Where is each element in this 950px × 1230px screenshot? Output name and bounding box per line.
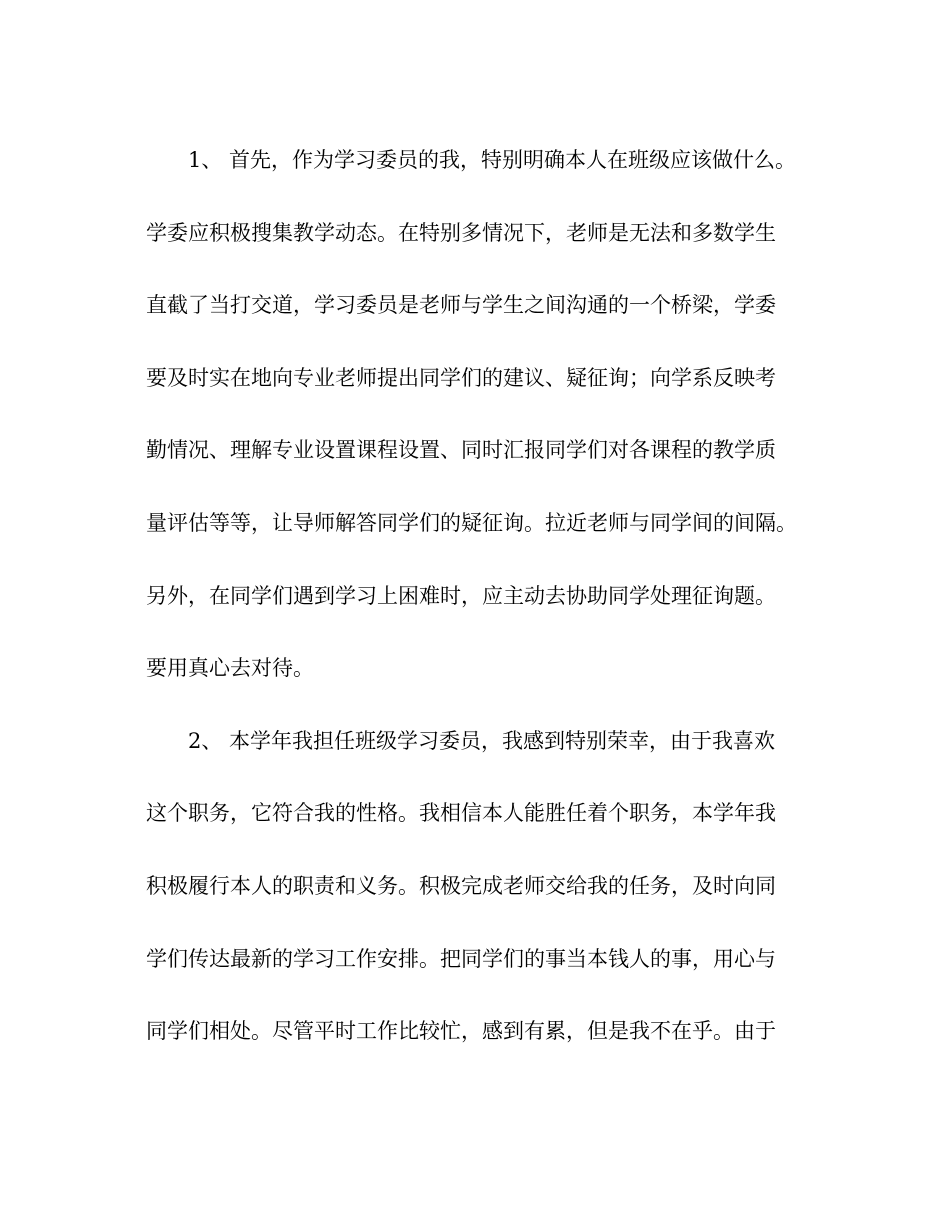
paragraph-1-line-3: 直截了当打交道，学习委员是老师与学生之间沟通的一个桥梁，学委	[146, 293, 776, 318]
paragraph-2-line-4: 学们传达最新的学习工作安排。把同学们的事当本钱人的事，用心与	[146, 946, 776, 971]
paragraph-2-line-3: 积极履行本人的职责和义务。积极完成老师交给我的任务，及时向同	[146, 873, 776, 898]
paragraph-1-line-1: 1、 首先，作为学习委员的我，特别明确本人在班级应该做什么。	[188, 148, 797, 172]
paragraph-2-line-1: 2、 本学年我担任班级学习委员，我感到特别荣幸，由于我喜欢	[188, 728, 776, 753]
paragraph-1-line-6: 量评估等等，让导师解答同学们的疑征询。拉近老师与同学间的间隔。	[146, 510, 797, 535]
paragraph-1-line-8: 要用真心去对待。	[146, 656, 314, 681]
paragraph-1-line-2: 学委应积极搜集教学动态。在特别多情况下，老师是无法和多数学生	[146, 220, 776, 245]
paragraph-2-line-5: 同学们相处。尽管平时工作比较忙，感到有累，但是我不在乎。由于	[146, 1019, 776, 1044]
paragraph-2-line-2: 这个职务，它符合我的性格。我相信本人能胜任着个职务，本学年我	[146, 801, 776, 826]
paragraph-1-line-4: 要及时实在地向专业老师提出同学们的建议、疑征询；向学系反映考	[146, 365, 776, 390]
paragraph-1-line-7: 另外，在同学们遇到学习上困难时，应主动去协助同学处理征询题。	[146, 583, 776, 608]
paragraph-1-line-5: 勤情况、理解专业设置课程设置、同时汇报同学们对各课程的教学质	[146, 438, 776, 463]
body-text	[146, 124, 816, 1068]
